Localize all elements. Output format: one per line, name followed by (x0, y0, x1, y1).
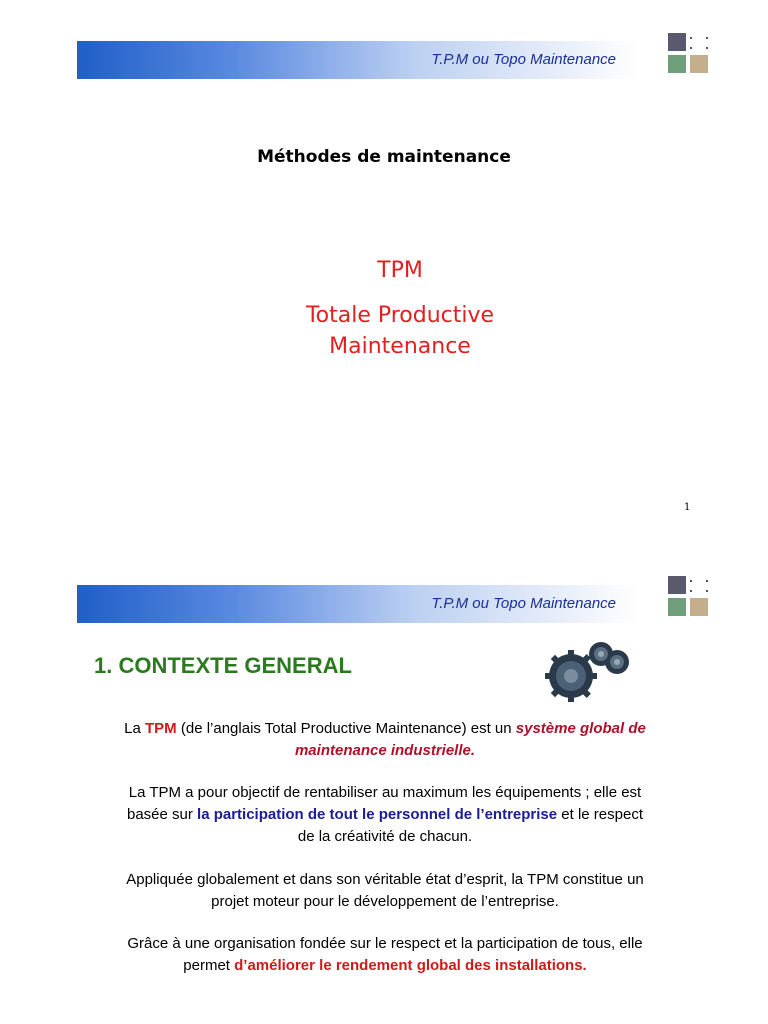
global-system-emphasis: système global de (515, 720, 646, 737)
text: (de l’anglais Total Productive Maintenance) est un (176, 720, 516, 737)
yield-emphasis: d’améliorer le rendement global des installations. (234, 957, 587, 974)
text: projet moteur pour le développement de l’entreprise. (211, 893, 559, 910)
page-number: 1 (684, 502, 691, 513)
text: permet (183, 957, 235, 974)
text: basée sur (126, 806, 198, 823)
text: La TPM a pour objectif de rentabiliser au maximum les équipements ; elle est (128, 784, 642, 801)
four-squares-logo-icon (668, 576, 712, 620)
paragraph-application (90, 869, 680, 913)
paragraph-intro (90, 718, 680, 762)
banner-title: T.P.M ou Topo Maintenance (431, 51, 616, 68)
banner-title: T.P.M ou Topo Maintenance (431, 595, 616, 612)
subtitle-line-2: Maintenance (329, 334, 471, 359)
text: Appliquée globalement et dans son véritable état d’esprit, la TPM constitue un (126, 871, 644, 888)
paragraph-objective (90, 782, 680, 848)
gears-icon (543, 636, 633, 706)
industrial-maintenance-emphasis: maintenance industrielle. (294, 742, 476, 759)
text: La (124, 720, 146, 737)
participation-emphasis: la participation de tout le personnel de l’entreprise (197, 806, 558, 823)
subtitle-line-1: Totale Productive (305, 303, 495, 328)
tpm-emphasis: TPM (145, 720, 177, 737)
section-heading: 1. CONTEXTE GENERAL (94, 653, 352, 678)
text: Grâce à une organisation fondée sur le respect et la participation de tous, elle (127, 935, 643, 952)
text: et le respect (557, 806, 643, 823)
paragraph-organisation (90, 933, 680, 977)
header-banner (77, 585, 640, 623)
slide-title: Méthodes de maintenance (257, 147, 511, 167)
text: de la créativité de chacun. (297, 828, 473, 845)
acronym-title: TPM (377, 258, 423, 283)
